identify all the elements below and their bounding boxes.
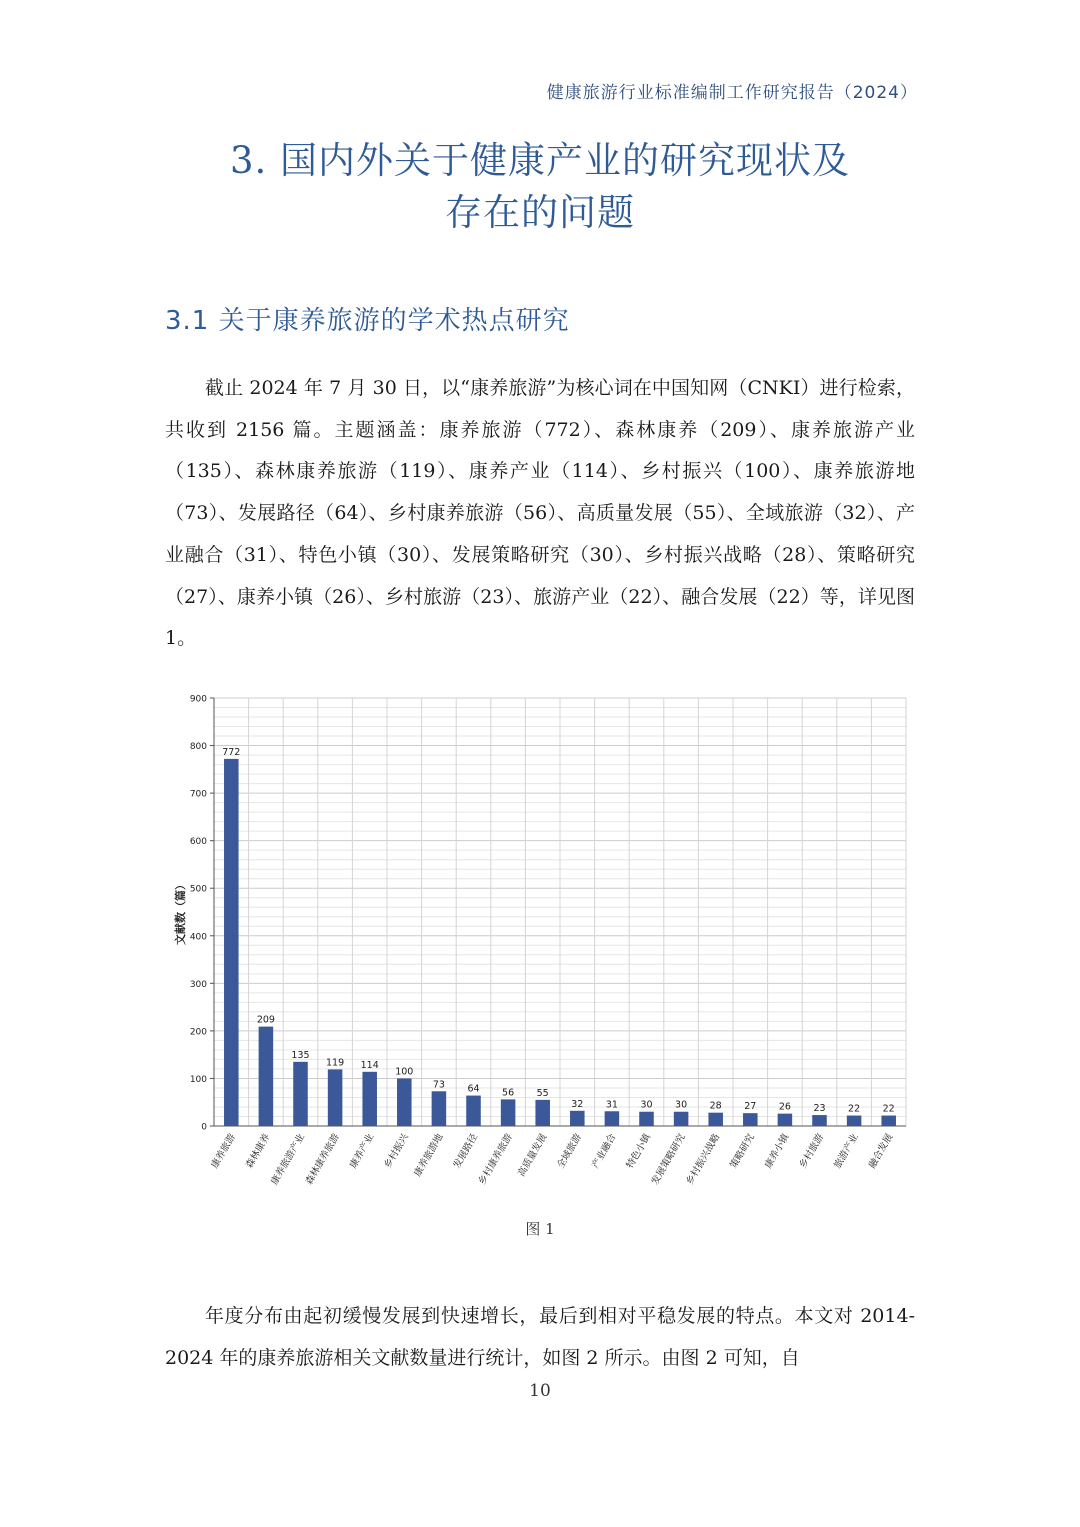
bar-value-label: 22: [848, 1103, 861, 1115]
bar-value-label: 30: [640, 1099, 653, 1111]
x-tick-label: 乡村振兴战略: [684, 1132, 723, 1187]
bar-value-label: 26: [778, 1101, 791, 1113]
bar: [362, 1072, 377, 1126]
x-tick-label: 康养产业: [347, 1132, 377, 1171]
x-tick-label: 康养旅游: [209, 1132, 238, 1171]
bar: [778, 1114, 793, 1126]
y-tick-label: 600: [189, 837, 207, 848]
x-tick-label: 康养旅游产业: [269, 1132, 308, 1187]
bar: [501, 1099, 516, 1126]
y-tick-label: 300: [189, 979, 207, 990]
bar: [293, 1062, 308, 1126]
bar: [881, 1116, 896, 1126]
bar: [743, 1113, 758, 1126]
x-tick-label: 高质量发展: [516, 1132, 550, 1179]
bar: [812, 1115, 827, 1126]
section-title: 3.1 关于康养旅游的学术热点研究: [165, 306, 570, 336]
x-tick-label: 特色小镇: [624, 1132, 654, 1171]
bar-value-label: 119: [326, 1057, 345, 1069]
y-tick-label: 400: [189, 932, 207, 943]
bar: [328, 1069, 343, 1126]
bar-chart: [168, 688, 916, 1198]
bar-value-label: 56: [502, 1087, 515, 1099]
x-tick-label: 融合发展: [866, 1132, 896, 1171]
y-tick-label: 500: [189, 884, 207, 895]
x-tick-label: 策略研究: [728, 1132, 757, 1171]
bar-value-label: 22: [882, 1103, 895, 1115]
x-tick-label: 森林康养: [243, 1132, 273, 1171]
bar-value-label: 73: [432, 1079, 445, 1091]
bar: [432, 1091, 447, 1126]
bar: [847, 1116, 862, 1126]
x-tick-label: 乡村振兴: [382, 1132, 411, 1171]
y-axis-title: 文献数（篇）: [174, 879, 187, 945]
bar-value-label: 100: [395, 1066, 414, 1078]
bar-value-label: 64: [467, 1083, 480, 1095]
bar-value-label: 209: [256, 1014, 275, 1026]
bar-value-label: 27: [744, 1101, 757, 1113]
chapter-title: [0, 135, 1080, 239]
chart-svg: [168, 688, 916, 1198]
bar: [466, 1096, 481, 1126]
x-tick-label: 康养小镇: [762, 1132, 792, 1171]
y-tick-label: 200: [189, 1027, 207, 1038]
bar: [397, 1078, 412, 1126]
bar-value-label: 135: [291, 1049, 310, 1061]
bar-value-label: 55: [536, 1087, 549, 1099]
bar: [535, 1100, 550, 1126]
body-paragraph-1: 截止 2024 年 7 月 30 日，以“康养旅游”为核心词在中国知网（CNKI）进行检索，共收到 2156 篇。主题涵盖：康养旅游（772）、森林康养（209）、康养旅游产业（135）、森林康养旅游（119）、康养产业（114）、乡村振兴（100）、康养旅游地（73）、发展路径（64）、乡村康养旅游（56）、高质量发展（55）、全域旅游（32）、产业融合（31）、特色小镇（30）、发展策略研究（30）、乡村振兴战略（28）、策略研究（27）、康养小镇（26）、乡村旅游（23）、旅游产业（22）、融合发展（22）等，详见图 1。: [165, 377, 915, 650]
bar-value-label: 31: [605, 1099, 618, 1111]
bar-value-label: 23: [813, 1103, 826, 1115]
bar: [708, 1113, 723, 1126]
page-number: 10: [529, 1381, 551, 1401]
x-tick-label: 乡村康养旅游: [476, 1132, 515, 1187]
bar-value-label: 772: [222, 746, 241, 758]
x-tick-label: 乡村旅游: [797, 1132, 827, 1171]
figure-caption: 图 1: [525, 1220, 555, 1238]
bar: [570, 1111, 585, 1126]
bar-value-label: 114: [360, 1059, 379, 1071]
x-tick-label: 全域旅游: [555, 1132, 584, 1171]
bar: [639, 1112, 654, 1126]
bar: [224, 759, 239, 1126]
body-paragraph-2: 年度分布由起初缓慢发展到快速增长，最后到相对平稳发展的特点。本文对 2014-2024 年的康养旅游相关文献数量进行统计，如图 2 所示。由图 2 可知，自: [165, 1305, 915, 1369]
y-tick-label: 800: [189, 742, 207, 753]
x-tick-label: 旅游产业: [832, 1132, 861, 1171]
x-tick-label: 康养旅游地: [412, 1132, 446, 1179]
y-tick-label: 700: [189, 789, 207, 800]
running-header: 健康旅游行业标准编制工作研究报告（2024）: [546, 83, 918, 103]
chapter-title-line-2: 存在的问题: [445, 191, 635, 234]
bar: [259, 1027, 274, 1126]
x-tick-label: 发展路径: [451, 1132, 481, 1171]
chapter-title-line-1: 3. 国内外关于健康产业的研究现状及: [229, 139, 851, 182]
x-tick-label: 产业融合: [589, 1132, 619, 1171]
chart-grid: [214, 698, 906, 1126]
y-tick-label: 0: [201, 1122, 207, 1133]
bar-value-label: 30: [675, 1099, 688, 1111]
bar: [605, 1111, 620, 1126]
x-tick-label: 发展策略研究: [649, 1132, 688, 1187]
bar: [674, 1112, 689, 1126]
y-tick-label: 100: [189, 1074, 207, 1085]
x-tick-label: 森林康养旅游: [303, 1132, 342, 1187]
bar-value-label: 28: [709, 1100, 722, 1112]
bar-value-label: 32: [571, 1098, 584, 1110]
y-tick-label: 900: [189, 694, 207, 705]
